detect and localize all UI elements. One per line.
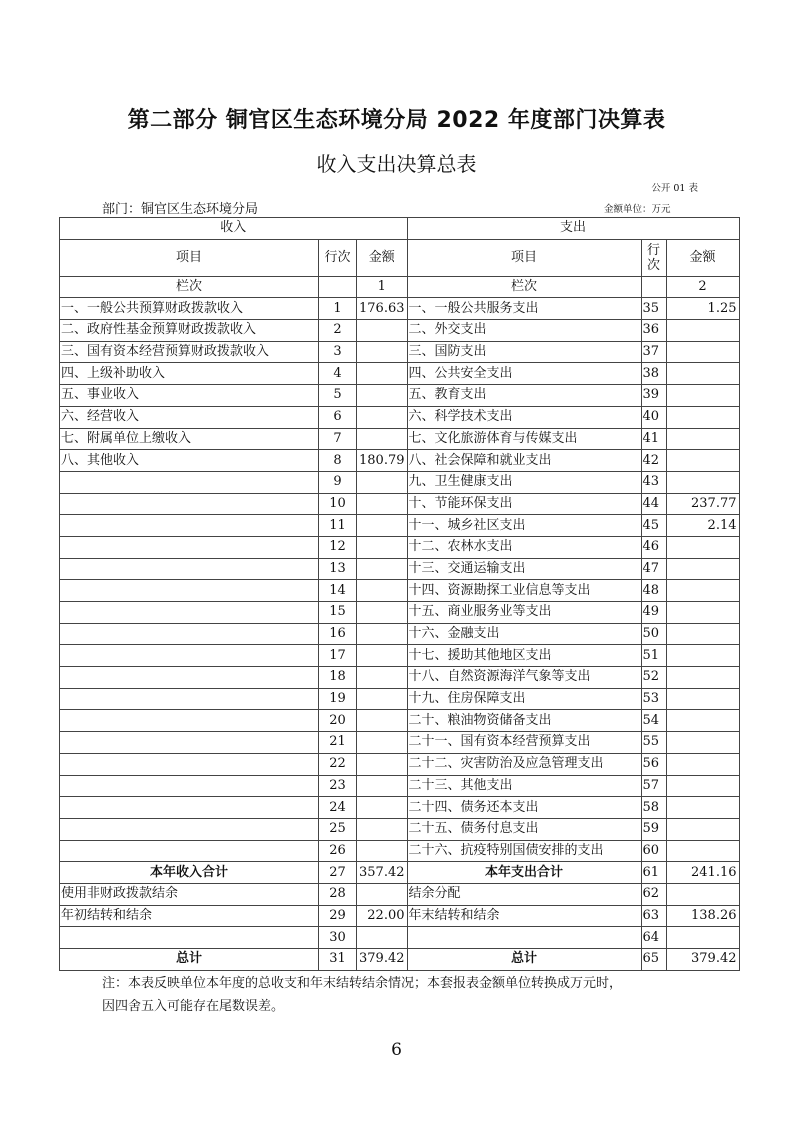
income-row-no-cell: 14 bbox=[319, 580, 357, 602]
income-item-cell bbox=[60, 797, 319, 819]
expense-amount-cell bbox=[666, 602, 739, 624]
expense-amount-cell bbox=[666, 927, 739, 949]
income-amount-cell bbox=[357, 363, 408, 385]
expense-item-cell bbox=[407, 927, 641, 949]
section-header-row bbox=[60, 218, 740, 240]
expense-amount-cell bbox=[666, 471, 739, 493]
income-item-cell bbox=[60, 840, 319, 862]
income-amount-cell: 379.42 bbox=[357, 949, 408, 971]
expense-row-no-cell: 49 bbox=[641, 602, 666, 624]
expense-item-cell: 十二、农林水支出 bbox=[407, 536, 641, 558]
expense-item-cell: 二十五、债务付息支出 bbox=[407, 818, 641, 840]
income-item-cell bbox=[60, 688, 319, 710]
expense-amount-cell bbox=[666, 710, 739, 732]
income-amount-cell: 22.00 bbox=[357, 905, 408, 927]
expense-item-cell: 五、教育支出 bbox=[407, 385, 641, 407]
income-amount-cell bbox=[357, 320, 408, 342]
expense-item-cell: 年末结转和结余 bbox=[407, 905, 641, 927]
table-row bbox=[60, 602, 740, 624]
expense-row-no-cell: 36 bbox=[641, 320, 666, 342]
expense-amount-cell: 237.77 bbox=[666, 493, 739, 515]
income-row-no-cell: 5 bbox=[319, 385, 357, 407]
income-row-no-cell: 21 bbox=[319, 732, 357, 754]
income-amount-cell bbox=[357, 493, 408, 515]
expense-amount-cell bbox=[666, 667, 739, 689]
expense-amount-cell: 241.16 bbox=[666, 862, 739, 884]
page-title: 第二部分 铜官区生态环境分局 2022 年度部门决算表 bbox=[127, 108, 666, 133]
expense-row-no-cell: 42 bbox=[641, 450, 666, 472]
income-row-no-cell: 1 bbox=[319, 298, 357, 320]
form-number: 公开 01 表 bbox=[651, 183, 698, 194]
expense-item-cell: 十七、援助其他地区支出 bbox=[407, 645, 641, 667]
income-item-cell bbox=[60, 753, 319, 775]
expense-amount-cell bbox=[666, 320, 739, 342]
expense-item-cell: 十五、商业服务业等支出 bbox=[407, 602, 641, 624]
income-expense-table bbox=[59, 217, 740, 971]
expense-amount-cell bbox=[666, 645, 739, 667]
income-item-cell bbox=[60, 515, 319, 537]
expense-amount-cell bbox=[666, 406, 739, 428]
expense-item-cell: 二十一、国有资本经营预算支出 bbox=[407, 732, 641, 754]
expense-row-no-cell: 54 bbox=[641, 710, 666, 732]
page-number: 6 bbox=[391, 1040, 402, 1060]
column-index-row bbox=[60, 276, 740, 298]
income-amount-cell bbox=[357, 753, 408, 775]
income-row-no-cell: 20 bbox=[319, 710, 357, 732]
income-amount-cell bbox=[357, 558, 408, 580]
income-amount-cell bbox=[357, 471, 408, 493]
expense-amount-header: 金额 bbox=[666, 239, 739, 276]
expense-item-cell: 六、科学技术支出 bbox=[407, 406, 641, 428]
income-item-cell bbox=[60, 536, 319, 558]
table-row bbox=[60, 840, 740, 862]
table-row bbox=[60, 905, 740, 927]
income-row-no-cell: 4 bbox=[319, 363, 357, 385]
income-item-cell bbox=[60, 927, 319, 949]
expense-index-label: 栏次 bbox=[407, 276, 641, 298]
income-row-no-cell: 30 bbox=[319, 927, 357, 949]
expense-row-no-cell: 59 bbox=[641, 818, 666, 840]
expense-item-cell: 十四、资源勘探工业信息等支出 bbox=[407, 580, 641, 602]
income-row-no-cell: 31 bbox=[319, 949, 357, 971]
table-row bbox=[60, 471, 740, 493]
income-amount-cell bbox=[357, 883, 408, 905]
income-row-no-cell: 11 bbox=[319, 515, 357, 537]
income-amount-cell bbox=[357, 385, 408, 407]
income-row-no-cell: 23 bbox=[319, 775, 357, 797]
income-item-cell bbox=[60, 493, 319, 515]
income-item-cell: 五、事业收入 bbox=[60, 385, 319, 407]
table-row bbox=[60, 515, 740, 537]
table-row bbox=[60, 320, 740, 342]
expense-amount-cell bbox=[666, 623, 739, 645]
income-item-cell bbox=[60, 645, 319, 667]
expense-amount-cell bbox=[666, 385, 739, 407]
expense-amount-cell: 379.42 bbox=[666, 949, 739, 971]
income-amount-cell: 176.63 bbox=[357, 298, 408, 320]
income-amount-cell bbox=[357, 580, 408, 602]
expense-amount-cell bbox=[666, 688, 739, 710]
expense-row-no-cell: 35 bbox=[641, 298, 666, 320]
expense-row-no-cell: 55 bbox=[641, 732, 666, 754]
expense-item-cell: 二十二、灾害防治及应急管理支出 bbox=[407, 753, 641, 775]
footnote-line-2: 因四舍五入可能存在尾数误差。 bbox=[102, 999, 285, 1014]
expense-row-no-header: 行次 bbox=[641, 239, 666, 276]
income-item-cell bbox=[60, 623, 319, 645]
table-row bbox=[60, 558, 740, 580]
income-item-cell bbox=[60, 818, 319, 840]
expense-row-no-cell: 53 bbox=[641, 688, 666, 710]
income-item-cell: 使用非财政拨款结余 bbox=[60, 883, 319, 905]
income-amount-cell bbox=[357, 927, 408, 949]
income-amount-cell: 357.42 bbox=[357, 862, 408, 884]
table-subtitle: 收入支出决算总表 bbox=[316, 152, 477, 176]
expense-item-cell: 二、外交支出 bbox=[407, 320, 641, 342]
amount-unit-label: 金额单位：万元 bbox=[604, 204, 671, 215]
expense-amount-cell: 138.26 bbox=[666, 905, 739, 927]
income-item-cell bbox=[60, 732, 319, 754]
footnote-line-1: 注：本表反映单位本年度的总收支和年末结转结余情况；本套报表金额单位转换成万元时， bbox=[102, 976, 623, 991]
expense-amount-cell: 2.14 bbox=[666, 515, 739, 537]
income-amount-cell bbox=[357, 710, 408, 732]
expense-amount-cell bbox=[666, 818, 739, 840]
expense-item-cell: 二十四、债务还本支出 bbox=[407, 797, 641, 819]
table-row bbox=[60, 753, 740, 775]
income-amount-cell bbox=[357, 602, 408, 624]
income-amount-cell bbox=[357, 536, 408, 558]
income-row-no-cell: 26 bbox=[319, 840, 357, 862]
income-amount-cell bbox=[357, 840, 408, 862]
income-row-no-cell: 25 bbox=[319, 818, 357, 840]
expense-item-cell: 十八、自然资源海洋气象等支出 bbox=[407, 667, 641, 689]
expense-row-no-cell: 57 bbox=[641, 775, 666, 797]
income-item-cell: 七、附属单位上缴收入 bbox=[60, 428, 319, 450]
expense-row-no-cell: 37 bbox=[641, 341, 666, 363]
income-index-label: 栏次 bbox=[60, 276, 319, 298]
expense-amount-cell: 1.25 bbox=[666, 298, 739, 320]
income-item-cell: 二、政府性基金预算财政拨款收入 bbox=[60, 320, 319, 342]
income-amount-cell bbox=[357, 667, 408, 689]
expense-item-cell: 十一、城乡社区支出 bbox=[407, 515, 641, 537]
expense-item-cell: 八、社会保障和就业支出 bbox=[407, 450, 641, 472]
income-item-cell: 三、国有资本经营预算财政拨款收入 bbox=[60, 341, 319, 363]
expense-amount-cell bbox=[666, 775, 739, 797]
expense-item-cell: 总计 bbox=[407, 949, 641, 971]
income-item-cell bbox=[60, 775, 319, 797]
table-row bbox=[60, 623, 740, 645]
table-row bbox=[60, 536, 740, 558]
income-section-header: 收入 bbox=[60, 218, 408, 240]
expense-amount-cell bbox=[666, 580, 739, 602]
expense-amount-cell bbox=[666, 797, 739, 819]
income-row-no-cell: 24 bbox=[319, 797, 357, 819]
expense-row-no-cell: 41 bbox=[641, 428, 666, 450]
income-item-cell: 总计 bbox=[60, 949, 319, 971]
income-row-no-cell: 15 bbox=[319, 602, 357, 624]
income-amount-cell: 180.79 bbox=[357, 450, 408, 472]
income-item-header: 项目 bbox=[60, 239, 319, 276]
footnote bbox=[102, 972, 622, 1018]
expense-item-header: 项目 bbox=[407, 239, 641, 276]
income-row-no-cell: 13 bbox=[319, 558, 357, 580]
table-row bbox=[60, 927, 740, 949]
expense-item-cell: 十、节能环保支出 bbox=[407, 493, 641, 515]
income-row-no-cell: 9 bbox=[319, 471, 357, 493]
expense-amount-cell bbox=[666, 883, 739, 905]
expense-amount-cell bbox=[666, 536, 739, 558]
income-row-no-cell: 22 bbox=[319, 753, 357, 775]
income-item-cell: 本年收入合计 bbox=[60, 862, 319, 884]
income-amount-cell bbox=[357, 645, 408, 667]
table-row bbox=[60, 493, 740, 515]
table-row bbox=[60, 883, 740, 905]
table-row bbox=[60, 580, 740, 602]
income-item-cell bbox=[60, 602, 319, 624]
expense-amount-cell bbox=[666, 363, 739, 385]
table-row bbox=[60, 450, 740, 472]
expense-row-no-cell: 44 bbox=[641, 493, 666, 515]
expense-row-no-cell: 43 bbox=[641, 471, 666, 493]
table-row bbox=[60, 428, 740, 450]
expense-row-no-cell: 50 bbox=[641, 623, 666, 645]
column-header-row bbox=[60, 239, 740, 276]
expense-row-no-cell: 62 bbox=[641, 883, 666, 905]
income-row-no-cell: 28 bbox=[319, 883, 357, 905]
table-row bbox=[60, 363, 740, 385]
expense-item-cell: 结余分配 bbox=[407, 883, 641, 905]
table-row bbox=[60, 818, 740, 840]
income-row-no-cell: 27 bbox=[319, 862, 357, 884]
expense-row-no-cell: 65 bbox=[641, 949, 666, 971]
expense-index-value: 2 bbox=[666, 276, 739, 298]
expense-item-cell: 九、卫生健康支出 bbox=[407, 471, 641, 493]
income-item-cell bbox=[60, 667, 319, 689]
income-amount-cell bbox=[357, 797, 408, 819]
expense-item-cell: 本年支出合计 bbox=[407, 862, 641, 884]
table-row bbox=[60, 862, 740, 884]
expense-row-no-cell: 38 bbox=[641, 363, 666, 385]
expense-row-no-cell: 64 bbox=[641, 927, 666, 949]
income-row-no-cell: 6 bbox=[319, 406, 357, 428]
expense-amount-cell bbox=[666, 428, 739, 450]
expense-row-no-cell: 56 bbox=[641, 753, 666, 775]
income-row-no-cell: 12 bbox=[319, 536, 357, 558]
expense-item-cell: 一、一般公共服务支出 bbox=[407, 298, 641, 320]
expense-row-no-cell: 40 bbox=[641, 406, 666, 428]
income-amount-cell bbox=[357, 688, 408, 710]
income-row-no-cell: 10 bbox=[319, 493, 357, 515]
income-item-cell bbox=[60, 558, 319, 580]
expense-row-no-cell: 52 bbox=[641, 667, 666, 689]
expense-row-no-cell: 58 bbox=[641, 797, 666, 819]
expense-row-no-cell: 46 bbox=[641, 536, 666, 558]
income-index-value: 1 bbox=[357, 276, 408, 298]
income-amount-cell bbox=[357, 732, 408, 754]
expense-row-no-cell: 60 bbox=[641, 840, 666, 862]
table-row bbox=[60, 341, 740, 363]
expense-item-cell: 二十、粮油物资储备支出 bbox=[407, 710, 641, 732]
income-row-no-cell: 8 bbox=[319, 450, 357, 472]
table-row bbox=[60, 645, 740, 667]
expense-item-cell: 七、文化旅游体育与传媒支出 bbox=[407, 428, 641, 450]
income-row-no-cell: 19 bbox=[319, 688, 357, 710]
expense-item-cell: 三、国防支出 bbox=[407, 341, 641, 363]
income-amount-cell bbox=[357, 775, 408, 797]
income-item-cell: 六、经营收入 bbox=[60, 406, 319, 428]
income-amount-cell bbox=[357, 406, 408, 428]
income-row-no-cell: 29 bbox=[319, 905, 357, 927]
table-row bbox=[60, 688, 740, 710]
expense-item-cell: 二十六、抗疫特别国债安排的支出 bbox=[407, 840, 641, 862]
expense-item-cell: 十九、住房保障支出 bbox=[407, 688, 641, 710]
income-item-cell: 年初结转和结余 bbox=[60, 905, 319, 927]
income-item-cell bbox=[60, 580, 319, 602]
expense-row-no-cell: 48 bbox=[641, 580, 666, 602]
department-label: 部门：铜官区生态环境分局 bbox=[102, 202, 259, 217]
expense-section-header: 支出 bbox=[407, 218, 739, 240]
table-row bbox=[60, 385, 740, 407]
expense-row-no-cell: 51 bbox=[641, 645, 666, 667]
table-row bbox=[60, 406, 740, 428]
income-amount-header: 金额 bbox=[357, 239, 408, 276]
income-amount-cell bbox=[357, 515, 408, 537]
table-row bbox=[60, 732, 740, 754]
expense-amount-cell bbox=[666, 558, 739, 580]
income-row-no-cell: 17 bbox=[319, 645, 357, 667]
expense-amount-cell bbox=[666, 732, 739, 754]
income-row-no-header: 行次 bbox=[319, 239, 357, 276]
expense-amount-cell bbox=[666, 450, 739, 472]
expense-item-cell: 二十三、其他支出 bbox=[407, 775, 641, 797]
empty-cell bbox=[319, 276, 357, 298]
income-amount-cell bbox=[357, 341, 408, 363]
expense-item-cell: 四、公共安全支出 bbox=[407, 363, 641, 385]
income-item-cell bbox=[60, 710, 319, 732]
expense-amount-cell bbox=[666, 753, 739, 775]
table-row bbox=[60, 775, 740, 797]
table-row bbox=[60, 298, 740, 320]
table-row bbox=[60, 949, 740, 971]
income-row-no-cell: 2 bbox=[319, 320, 357, 342]
expense-row-no-cell: 45 bbox=[641, 515, 666, 537]
expense-row-no-cell: 47 bbox=[641, 558, 666, 580]
table-row bbox=[60, 710, 740, 732]
expense-row-no-cell: 63 bbox=[641, 905, 666, 927]
income-amount-cell bbox=[357, 818, 408, 840]
table-row bbox=[60, 667, 740, 689]
expense-item-cell: 十六、金融支出 bbox=[407, 623, 641, 645]
income-amount-cell bbox=[357, 623, 408, 645]
income-row-no-cell: 3 bbox=[319, 341, 357, 363]
expense-row-no-cell: 61 bbox=[641, 862, 666, 884]
income-row-no-cell: 7 bbox=[319, 428, 357, 450]
expense-row-no-cell: 39 bbox=[641, 385, 666, 407]
income-row-no-cell: 18 bbox=[319, 667, 357, 689]
income-amount-cell bbox=[357, 428, 408, 450]
income-item-cell: 四、上级补助收入 bbox=[60, 363, 319, 385]
income-item-cell: 八、其他收入 bbox=[60, 450, 319, 472]
expense-item-cell: 十三、交通运输支出 bbox=[407, 558, 641, 580]
expense-amount-cell bbox=[666, 840, 739, 862]
income-item-cell: 一、一般公共预算财政拨款收入 bbox=[60, 298, 319, 320]
income-row-no-cell: 16 bbox=[319, 623, 357, 645]
table-row bbox=[60, 797, 740, 819]
expense-amount-cell bbox=[666, 341, 739, 363]
income-item-cell bbox=[60, 471, 319, 493]
empty-cell bbox=[641, 276, 666, 298]
